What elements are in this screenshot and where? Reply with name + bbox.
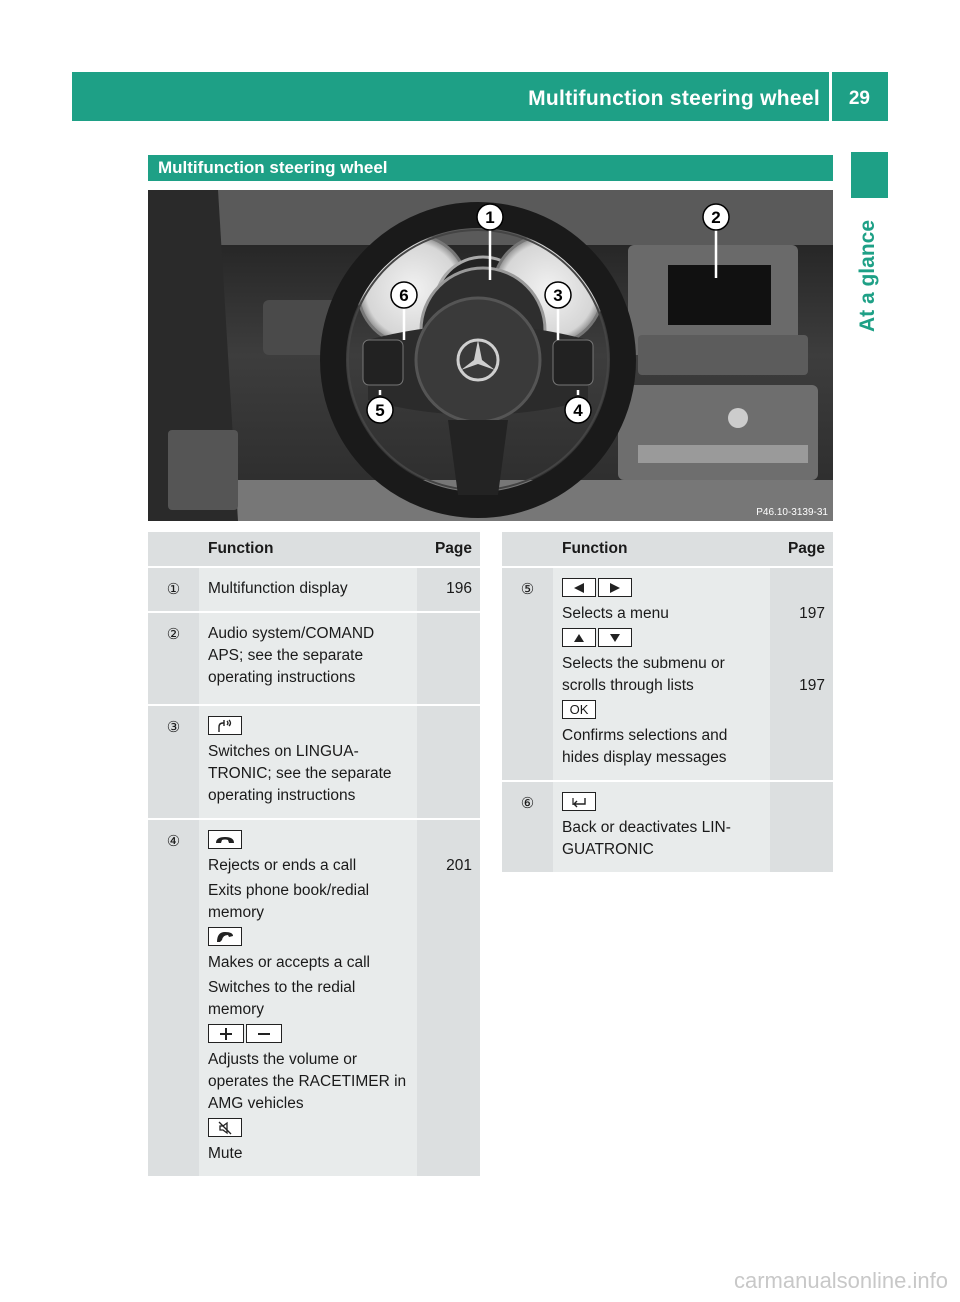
phone-hangup-icon: [208, 830, 242, 849]
function-table-left: [148, 532, 480, 1176]
svg-text:1: 1: [485, 208, 495, 227]
item-number: ⑥: [520, 795, 535, 812]
ok-icon: OK: [562, 700, 596, 719]
steering-wheel-illustration: [148, 190, 833, 521]
callout-2: [703, 204, 729, 230]
function-text: Rejects or ends a call: [208, 857, 357, 874]
svg-text:4: 4: [573, 401, 583, 420]
item-number: ⑤: [520, 581, 535, 598]
function-text: Mute: [208, 1145, 243, 1162]
function-text: Adjusts the volume or operates the RACETIMER in AMG vehicles: [208, 1051, 407, 1112]
page-ref: 196: [446, 580, 472, 597]
svg-text:3: 3: [553, 286, 563, 305]
function-text: Selects the submenu or scrolls through lists: [562, 655, 725, 694]
item-number: ④: [166, 833, 181, 850]
section-title-bar: [148, 155, 833, 181]
svg-text:5: 5: [375, 401, 385, 420]
page-number: 29: [848, 88, 870, 109]
item-number: ③: [166, 719, 181, 736]
function-text: Audio system/COMAND APS; see the separate operating instructions: [208, 625, 375, 686]
minus-icon: [246, 1024, 282, 1043]
table-row: [148, 567, 480, 612]
steering-wheel-figure: [148, 190, 833, 521]
section-title: Multifunction steering wheel: [158, 158, 388, 177]
function-text: Selects a menu: [562, 605, 669, 622]
svg-text:2: 2: [711, 208, 721, 227]
page-header-bar: [72, 72, 888, 121]
phone-accept-icon: [208, 927, 242, 946]
page-header-title: Multifunction steering wheel: [528, 87, 820, 110]
back-icon: [562, 792, 596, 811]
side-tab-marker: [851, 152, 888, 198]
table-row: [148, 705, 480, 819]
plus-icon: [208, 1024, 244, 1043]
function-table-right: [502, 532, 833, 872]
table-row: [502, 781, 833, 872]
function-text: Switches to the redial memory: [208, 979, 356, 1018]
figure-image-code: P46.10-3139-31: [756, 507, 828, 518]
function-text: Makes or accepts a call: [208, 954, 370, 971]
arrow-up-icon: [562, 628, 596, 647]
col-header-page: Page: [417, 532, 480, 567]
col-header-page: Page: [770, 532, 833, 567]
callout-6: [391, 282, 417, 308]
col-header-number: [148, 532, 199, 567]
watermark: carmanualsonline.info: [733, 1268, 948, 1293]
col-header-function: Function: [553, 532, 770, 567]
function-text: Multifunction display: [208, 580, 348, 597]
col-header-number: [502, 532, 553, 567]
function-text: Confirms selections and hides display messages: [562, 727, 728, 766]
header-divider: [829, 72, 832, 121]
callout-3: [545, 282, 571, 308]
table-row: [148, 612, 480, 705]
function-text: Switches on LINGUA-TRONIC; see the separate operating instructions: [208, 743, 392, 804]
table-row: [148, 819, 480, 1176]
col-header-function: Function: [199, 532, 417, 567]
function-text: Back or deactivates LIN-GUATRONIC: [562, 819, 731, 858]
item-number: ①: [166, 581, 181, 598]
side-tab-label: At a glance: [856, 219, 879, 333]
mute-icon: [208, 1118, 242, 1137]
arrow-down-icon: [598, 628, 632, 647]
item-number: ②: [166, 626, 181, 643]
callout-1: [477, 204, 503, 230]
svg-text:6: 6: [399, 286, 409, 305]
arrow-left-icon: [562, 578, 596, 597]
function-text: Exits phone book/redial memory: [208, 882, 370, 921]
arrow-right-icon: [598, 578, 632, 597]
page-ref: 197: [799, 677, 825, 694]
callout-4: [565, 397, 591, 423]
table-row: [502, 567, 833, 781]
voice-control-icon: [208, 716, 242, 735]
callout-5: [367, 397, 393, 423]
page-ref: 201: [446, 857, 472, 874]
page-ref: 197: [799, 605, 825, 622]
